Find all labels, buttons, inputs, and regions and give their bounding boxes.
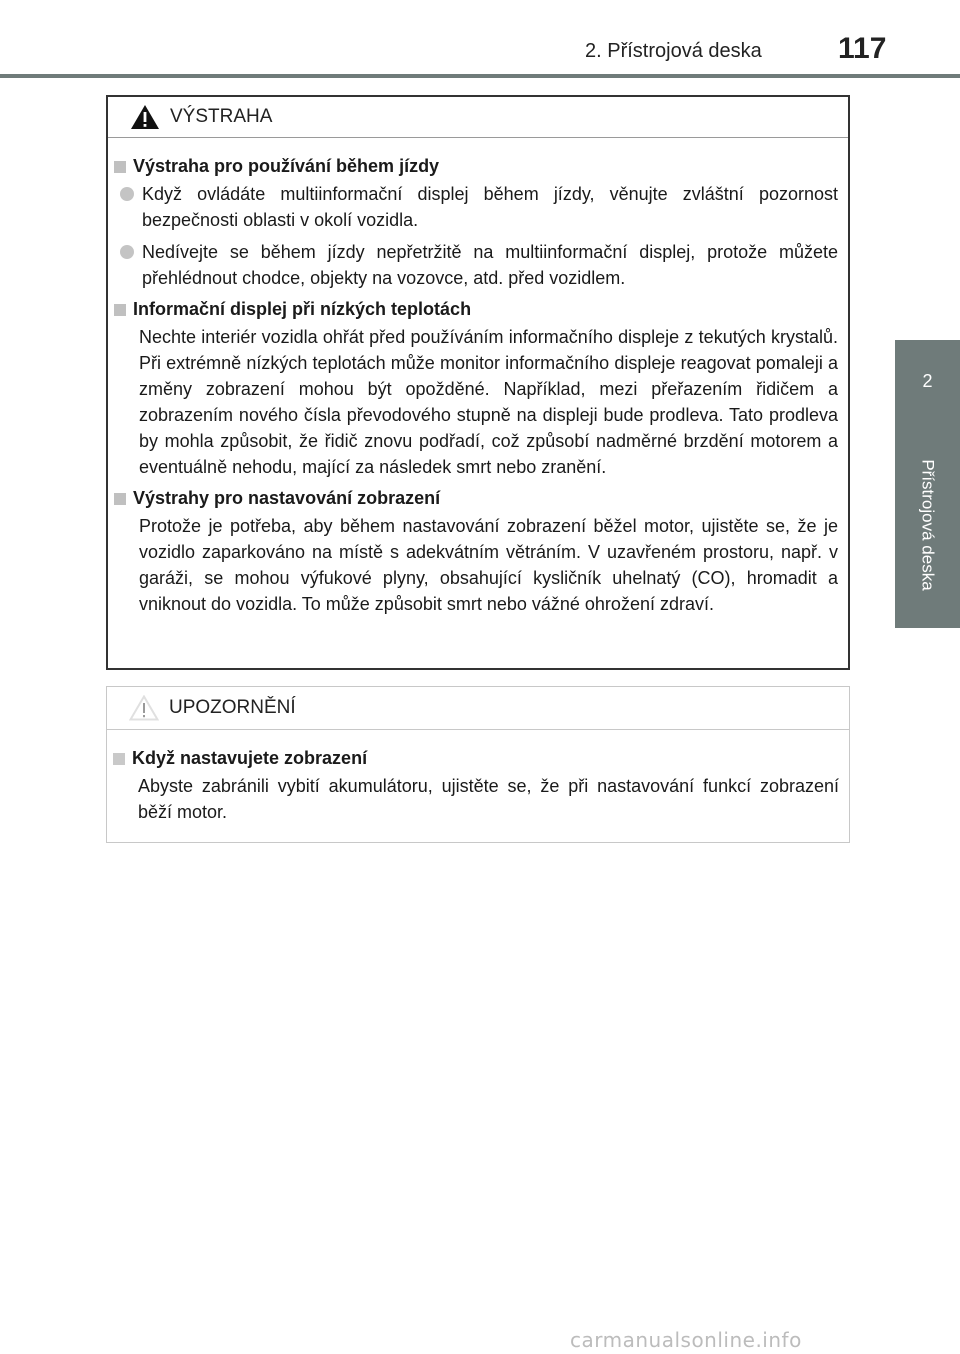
chapter-tab-number[interactable]: [895, 340, 960, 422]
header-rule: [0, 74, 960, 78]
page-number: 117: [838, 32, 887, 65]
circle-bullet-icon: [120, 187, 134, 201]
list-item: Nedívejte se během jízdy nepřetržitě na multiinformační displej, protože můžete přehlédnout chodce, objekty na vozovce, atd. před vozidlem.: [114, 239, 838, 291]
square-bullet-icon: [114, 493, 126, 505]
warning-box-title: VÝSTRAHA: [170, 106, 273, 127]
warning-box-header: [108, 97, 848, 138]
square-bullet-icon: [114, 304, 126, 316]
warning-triangle-icon: [130, 104, 160, 130]
caution-box-title: UPOZORNĚNÍ: [169, 697, 296, 718]
watermark-logo: carmanualsonline.info: [570, 1328, 802, 1352]
section-paragraph: Abyste zabránili vybití akumulátoru, ujistěte se, že při nastavování funkcí zobrazení běží motor.: [138, 776, 839, 822]
section-title: Informační displej při nízkých teplotách: [114, 299, 838, 320]
section-paragraph: Protože je potřeba, aby během nastavování zobrazení běžel motor, ujistěte se, že je vozidlo zaparkováno na místě s adekvátním větráním. V uzavřeném prostoru, např. v garáži, se mohou výfukové plyny, obsahující kysličník uhelnatý (CO), hromadit a vniknout do vozidla. To může způsobit smrt nebo vážné ohrožení zdraví.: [139, 516, 838, 614]
warning-box: [106, 95, 850, 670]
chapter-label-text: Přístrojová deska: [918, 459, 938, 591]
section-title: Výstrahy pro nastavování zobrazení: [114, 488, 838, 509]
chapter-tab-label[interactable]: [895, 422, 960, 628]
circle-bullet-icon: [120, 245, 134, 259]
square-bullet-icon: [114, 161, 126, 173]
warning-box-body: [108, 138, 848, 617]
list-item: Když ovládáte multiinformační displej během jízdy, věnujte zvláštní pozornost bezpečnosti oblasti v okolí vozidla.: [114, 181, 838, 233]
square-bullet-icon: [113, 753, 125, 765]
caution-box-body: [107, 730, 849, 825]
caution-box: [106, 686, 850, 843]
caution-box-header: [107, 687, 849, 730]
section-title: Když nastavujete zobrazení: [113, 748, 839, 769]
caution-triangle-outline-icon: [129, 695, 159, 721]
section-title: Výstraha pro používání během jízdy: [114, 156, 838, 177]
header-section-title: 2. Přístrojová deska: [585, 40, 762, 62]
chapter-number: 2: [922, 370, 933, 391]
section-paragraph: Nechte interiér vozidla ohřát před používáním informačního displeje z tekutých krystalů. Při extrémně nízkých teplotách může monitor informačního displeje reagovat pomaleji a změny zobrazení mohou být opožděné. Například, mezi přeřazením řidičem a zobrazením nového čísla převodového stupně na displeji bude prodleva. Tato prodleva by mohla způsobit, že řidič znovu podřadí, což způsobí nadměrné brzdění motorem a eventuálně nehodu, mající za následek smrt nebo zranění.: [139, 327, 838, 477]
